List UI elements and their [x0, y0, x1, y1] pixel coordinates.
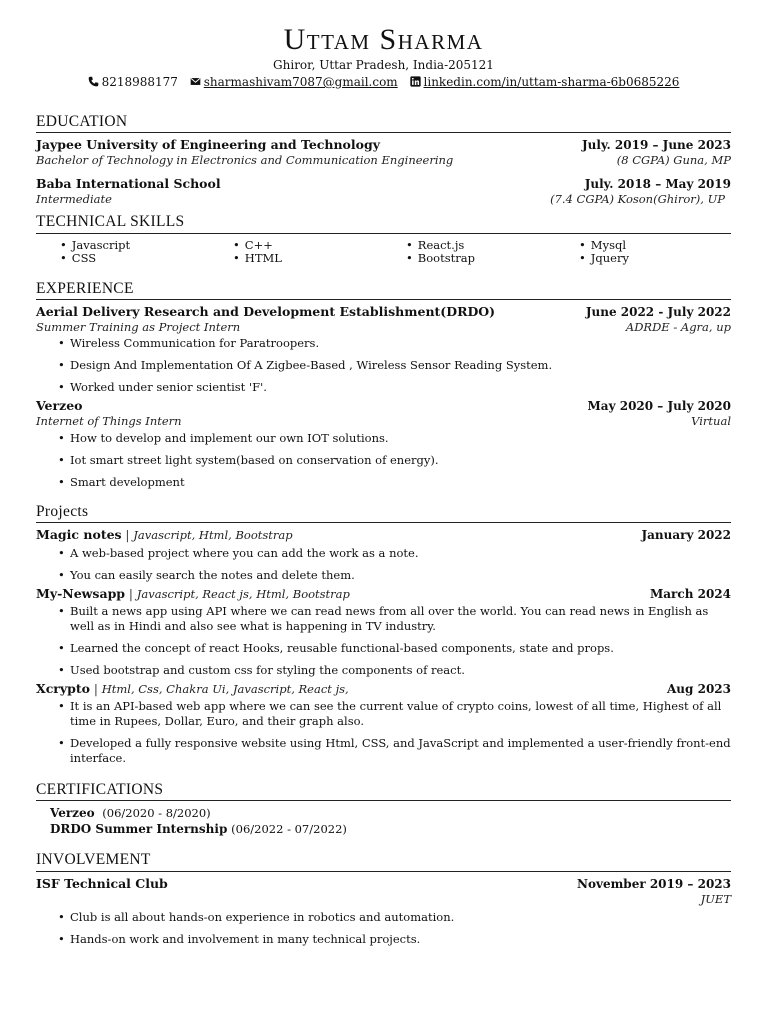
certifications-section	[36, 780, 731, 837]
skill-item: • Jquery	[579, 251, 629, 265]
phone-icon	[88, 76, 99, 87]
projects-section	[36, 502, 731, 766]
project-date: Aug 2023	[666, 682, 731, 696]
education-detail: (8 CGPA) Guna, MP	[616, 153, 731, 168]
experience-date: May 2020 – July 2020	[587, 399, 731, 414]
project-entry	[36, 681, 731, 766]
involvement-section	[36, 850, 731, 947]
skills-column	[579, 239, 752, 265]
email-contact[interactable]	[190, 75, 398, 90]
bullet-list	[36, 699, 731, 766]
section-title-skills: TECHNICAL SKILLS	[36, 212, 731, 233]
section-title-involvement: INVOLVEMENT	[36, 850, 731, 871]
bullet-item: • Developed a fully responsive website using Html, CSS, and JavaScript and implemented a user-friendly front-end interface.	[70, 736, 731, 766]
education-section	[36, 112, 731, 206]
club-name: ISF Technical Club	[36, 875, 168, 891]
bullet-item: • Learned the concept of react Hooks, reusable functional-based components, state and props.	[70, 641, 731, 656]
resume-name: Uttam Sharma	[283, 23, 484, 56]
linkedin-icon	[410, 76, 421, 87]
project-date: March 2024	[650, 587, 731, 601]
skill-item: • Bootstrap	[406, 251, 475, 265]
bullet-item: • A web-based project where you can add the work as a note.	[70, 546, 731, 561]
section-title-certifications: CERTIFICATIONS	[36, 780, 731, 801]
bullet-item: • Wireless Communication for Paratroopers.	[70, 336, 731, 351]
bullet-item: • Hands-on work and involvement in many technical projects.	[70, 932, 731, 947]
bullet-item: • It is an API-based web app where we can see the current value of crypto coins, lowest of all time, Highest of all time in Rupees, Dollar, Euro, and their graph also.	[70, 699, 731, 729]
education-entry	[36, 137, 731, 167]
certification-dates: (06/2020 - 8/2020)	[102, 806, 211, 821]
separator: |	[125, 528, 130, 542]
separator: |	[93, 682, 98, 696]
project-tech: Html, Css, Chakra Ui, Javascript, React js,	[101, 682, 349, 696]
email-link[interactable]: sharmashivam7087@gmail.com	[203, 75, 398, 89]
involvement-date: November 2019 – 2023	[577, 876, 731, 891]
bullet-item: • Club is all about hands-on experience in robotics and automation.	[70, 910, 731, 925]
phone-number: 8218988177	[101, 75, 178, 89]
school-name: Baba International School	[36, 175, 221, 191]
section-title-experience: EXPERIENCE	[36, 279, 731, 300]
project-name: My-Newsapp	[36, 586, 126, 601]
certification-list	[36, 805, 731, 837]
bullet-list	[36, 336, 731, 395]
address: Ghiror, Uttar Pradesh, India-205121	[273, 58, 494, 72]
experience-date: June 2022 - July 2022	[585, 304, 731, 319]
skill-item: • CSS	[60, 251, 96, 265]
project-name: Magic notes	[36, 527, 122, 542]
bullet-item: • Worked under senior scientist 'F'.	[70, 380, 731, 395]
role: Summer Training as Project Intern	[36, 319, 241, 334]
experience-section	[36, 279, 731, 490]
certification-item	[50, 805, 731, 821]
phone-contact	[88, 75, 178, 90]
contact-line	[36, 75, 731, 90]
skills-column	[60, 239, 233, 265]
section-title-projects: Projects	[36, 502, 731, 523]
skills-grid	[36, 239, 731, 265]
involvement-location: JUET	[700, 891, 731, 906]
skill-item: • HTML	[233, 251, 282, 265]
envelope-icon	[190, 76, 201, 87]
project-tech: Javascript, React js, Html, Bootstrap	[136, 587, 350, 601]
role: Internet of Things Intern	[36, 414, 182, 429]
bullet-item: • How to develop and implement our own IOT solutions.	[70, 431, 731, 446]
organization: Aerial Delivery Research and Development Establishment(DRDO)	[36, 303, 496, 319]
bullet-item: • Smart development	[70, 475, 731, 490]
school-name: Jaypee University of Engineering and Technology	[36, 137, 380, 153]
location: Virtual	[691, 414, 731, 429]
education-date: July. 2018 – May 2019	[584, 176, 731, 191]
experience-entry	[36, 398, 731, 489]
bullet-item: • Used bootstrap and custom css for styling the components of react.	[70, 663, 731, 678]
bullet-list	[36, 910, 731, 947]
bullet-item: • Built a news app using API where we can read news from all over the world. You can read news in English as well as in Hindi and also see what is happening in TV industry.	[70, 604, 731, 634]
project-name: Xcrypto	[36, 681, 91, 696]
skill-item: • Javascript	[60, 238, 130, 252]
organization: Verzeo	[36, 398, 83, 414]
resume-page	[36, 24, 731, 947]
skill-item: • React.js	[406, 238, 464, 252]
section-title-education: EDUCATION	[36, 112, 731, 133]
skill-item: • C++	[233, 238, 273, 252]
education-detail: (7.4 CGPA) Koson(Ghiror), UP	[550, 191, 725, 206]
location: ADRDE - Agra, up	[625, 319, 731, 334]
certification-name: Verzeo	[50, 806, 95, 821]
project-entry	[36, 527, 731, 583]
experience-entry	[36, 304, 731, 395]
skills-column	[406, 239, 579, 265]
skills-section	[36, 212, 731, 264]
education-date: July. 2019 – June 2023	[581, 138, 731, 153]
bullet-item: • Iot smart street light system(based on conservation of energy).	[70, 453, 731, 468]
certification-item	[50, 821, 731, 837]
separator: |	[128, 587, 133, 601]
project-date: January 2022	[641, 528, 731, 542]
linkedin-link[interactable]: linkedin.com/in/uttam-sharma-6b0685226	[423, 75, 680, 89]
bullet-list	[36, 431, 731, 490]
skills-column	[233, 239, 406, 265]
skill-item: • Mysql	[579, 238, 626, 252]
linkedin-contact[interactable]	[410, 75, 680, 90]
education-entry	[36, 176, 731, 206]
certification-name: DRDO Summer Internship	[50, 822, 228, 837]
bullet-item: • You can easily search the notes and delete them.	[70, 568, 731, 583]
certification-dates: (06/2022 - 07/2022)	[231, 822, 347, 837]
bullet-list	[36, 604, 731, 678]
project-entry	[36, 586, 731, 678]
degree: Bachelor of Technology in Electronics and Communication Engineering	[36, 153, 454, 168]
project-tech: Javascript, Html, Bootstrap	[133, 528, 293, 542]
bullet-list	[36, 546, 731, 583]
degree: Intermediate	[36, 191, 112, 206]
bullet-item: • Design And Implementation Of A Zigbee-Based , Wireless Sensor Reading System.	[70, 358, 731, 373]
